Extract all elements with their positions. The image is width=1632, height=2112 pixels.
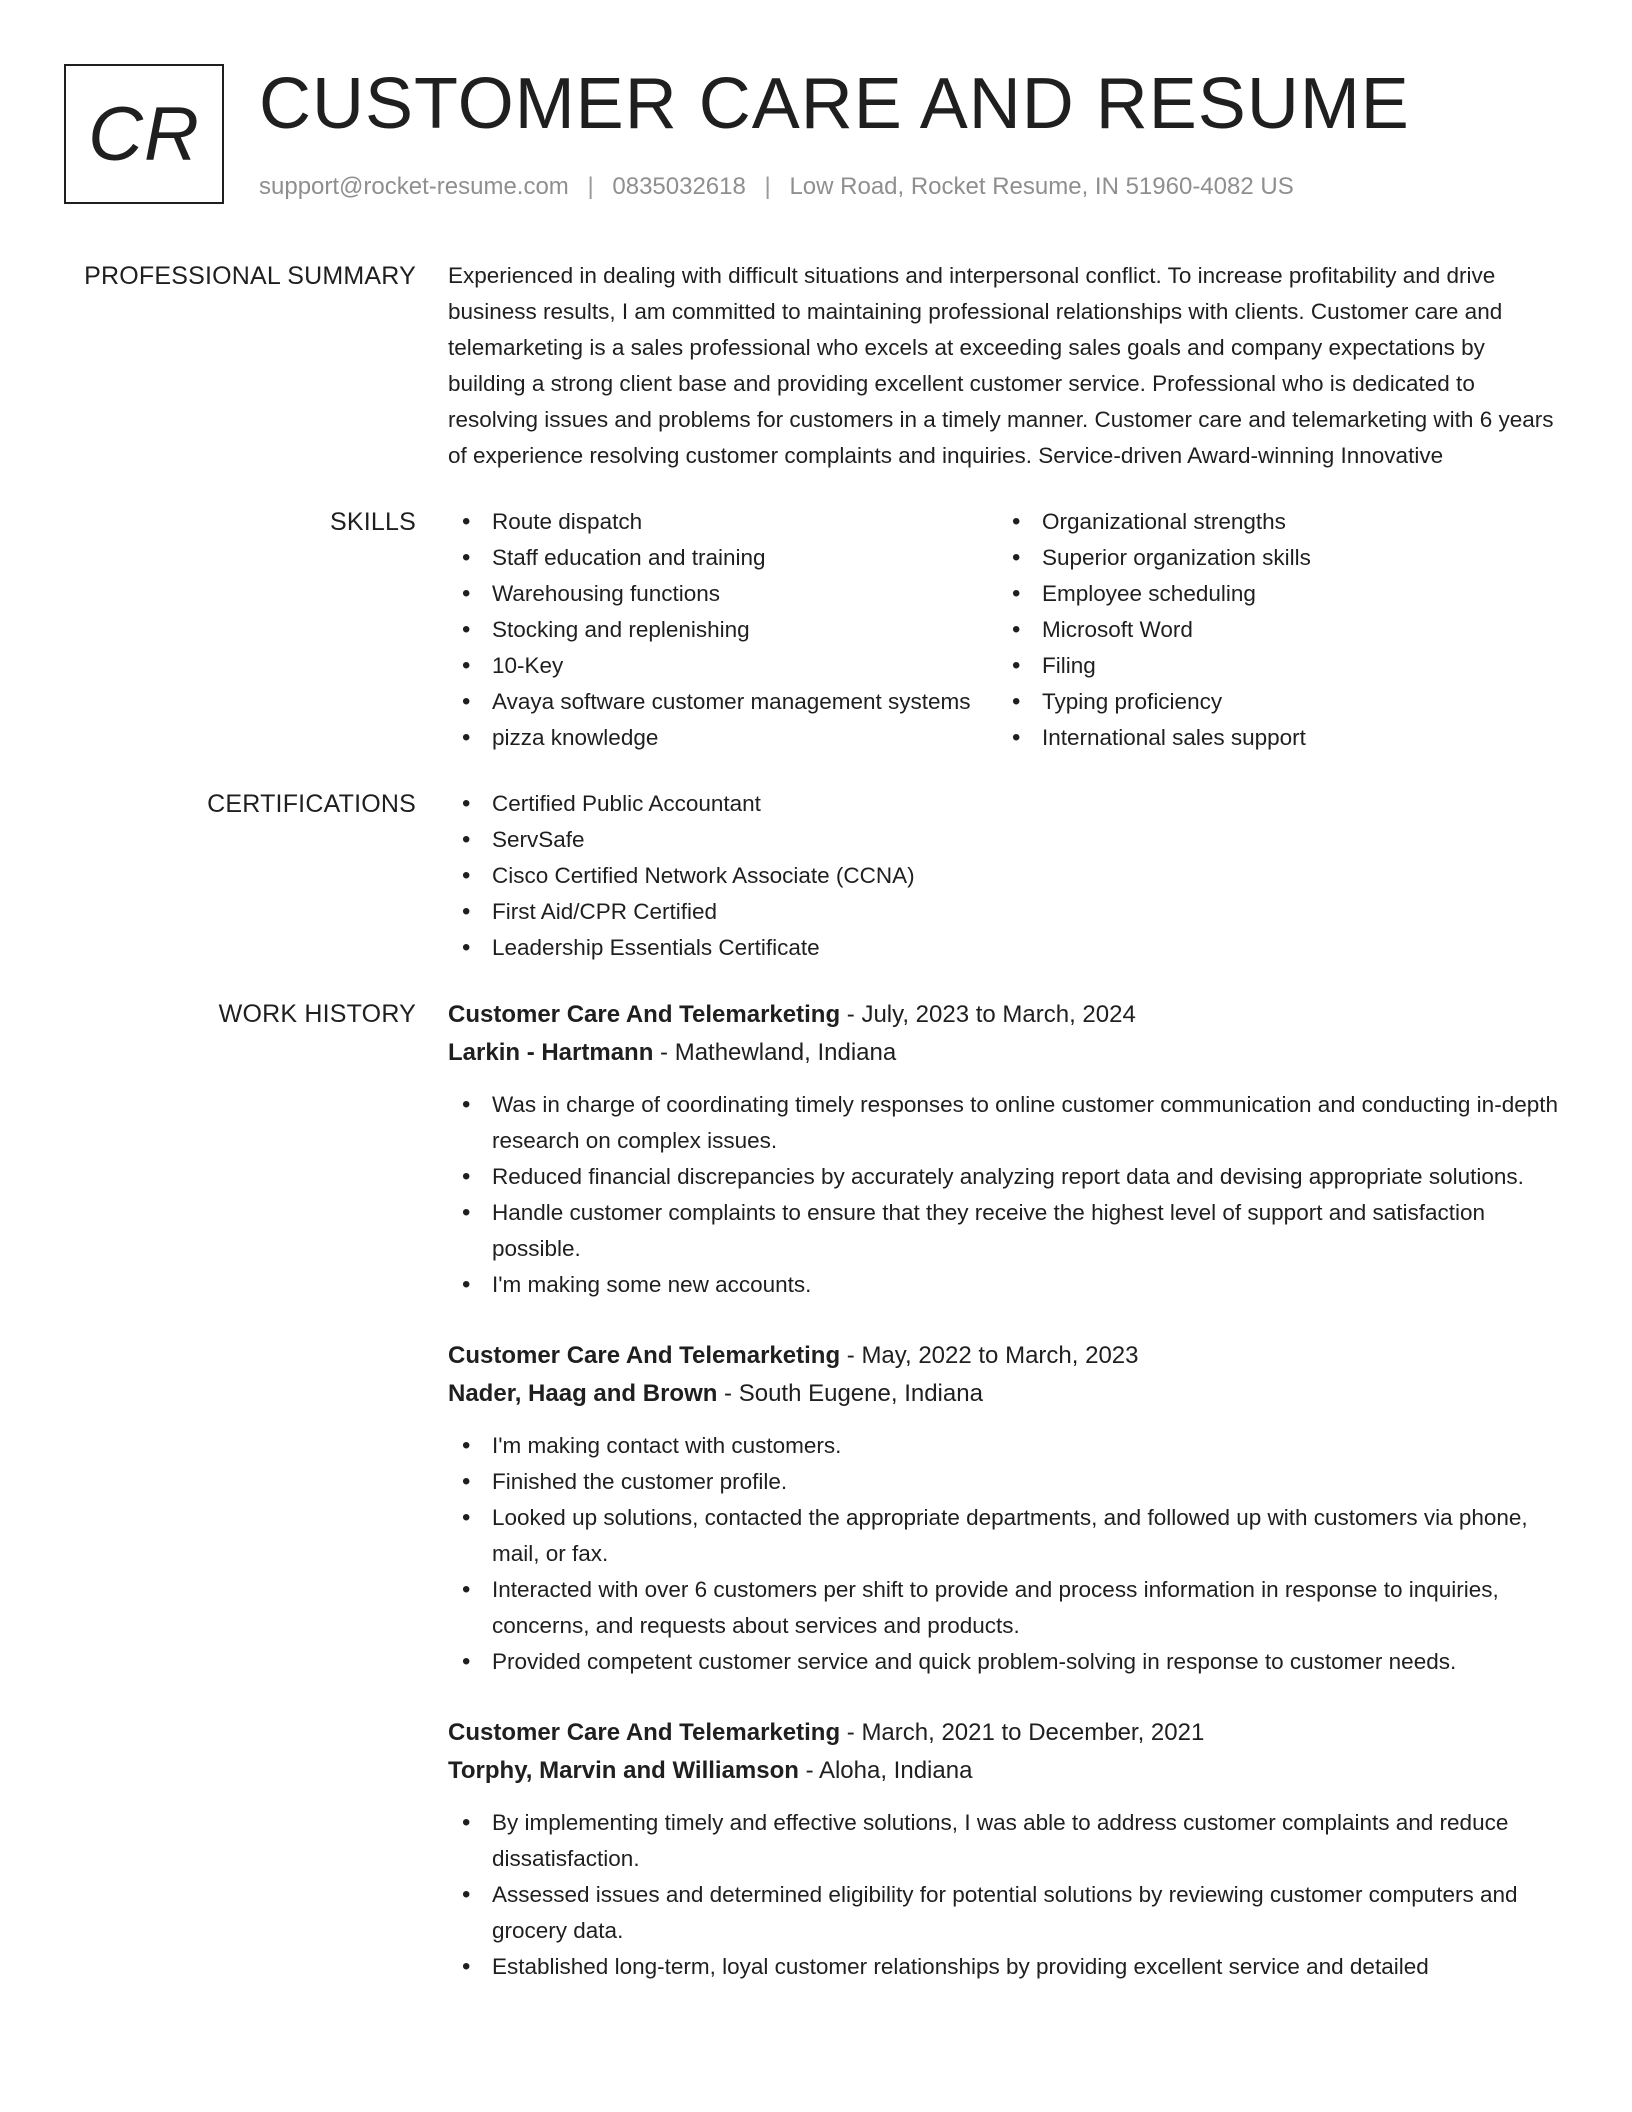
certification-item: • ServSafe	[448, 822, 1560, 858]
skill-item: • Avaya software customer management systems	[448, 684, 998, 720]
job-bullets	[448, 1805, 1560, 1985]
certifications-body	[448, 786, 1560, 966]
job-title-line: Customer Care And Telemarketing - March, 2021 to December, 2021	[448, 1719, 1205, 1746]
monogram-box	[64, 64, 224, 204]
job-company-line: Torphy, Marvin and Williamson - Aloha, Indiana	[448, 1757, 973, 1784]
job-company: Torphy, Marvin and Williamson	[448, 1757, 799, 1784]
job-bullet: • By implementing timely and effective solutions, I was able to address customer complaints and reduce dissatisfaction.	[448, 1805, 1560, 1877]
monogram-initials: CR	[88, 91, 200, 177]
skills-section	[64, 504, 1564, 756]
job-role: Customer Care And Telemarketing	[448, 1719, 841, 1746]
work-history-body	[448, 996, 1560, 1985]
job-bullet: • Established long-term, loyal customer relationships by providing excellent service and detailed	[448, 1949, 1560, 1985]
resume-name: CUSTOMER CARE AND RESUME	[259, 64, 1410, 144]
job-bullet: • Assessed issues and determined eligibility for potential solutions by reviewing customer computers and grocery data.	[448, 1877, 1560, 1949]
resume-header	[64, 64, 1568, 214]
job-bullet: • Looked up solutions, contacted the appropriate departments, and followed up with customers via phone, mail, or fax.	[448, 1500, 1560, 1572]
job-entry	[448, 1714, 1560, 1985]
skill-item: • Microsoft Word	[998, 612, 1548, 648]
resume-body	[64, 258, 1564, 1985]
job-company-line: Larkin - Hartmann - Mathewland, Indiana	[448, 1039, 897, 1066]
job-bullet: • I'm making contact with customers.	[448, 1428, 1560, 1464]
certification-item: • First Aid/CPR Certified	[448, 894, 1560, 930]
job-entry	[448, 1337, 1560, 1680]
contact-line	[259, 172, 1294, 202]
job-bullet: • Provided competent customer service and quick problem-solving in response to customer needs.	[448, 1644, 1560, 1680]
skill-item: • Warehousing functions	[448, 576, 998, 612]
skill-item: • pizza knowledge	[448, 720, 998, 756]
certification-item: • Leadership Essentials Certificate	[448, 930, 1560, 966]
job-bullet: • Reduced financial discrepancies by accurately analyzing report data and devising appropriate solutions.	[448, 1159, 1560, 1195]
skill-item: • Organizational strengths	[998, 504, 1548, 540]
summary-section	[64, 258, 1564, 474]
summary-text: Experienced in dealing with difficult situations and interpersonal conflict. To increase profitability and drive business results, I am committed to maintaining professional relationships with clients. Customer care and telemarketing is a sales professional who excels at exceeding sales goals and company expectations by building a strong client base and providing excellent customer service. Professional who is dedicated to resolving issues and problems for customers in a timely manner. Customer care and telemarketing with 6 years of experience resolving customer complaints and inquiries. Service-driven Award-winning Innovative	[448, 263, 1554, 468]
contact-address: Low Road, Rocket Resume, IN 51960-4082 US	[789, 173, 1294, 200]
skill-item: • Filing	[998, 648, 1548, 684]
skill-item: • International sales support	[998, 720, 1548, 756]
skills-list-right	[998, 504, 1548, 756]
job-dates: March, 2021 to December, 2021	[861, 1719, 1205, 1746]
contact-phone[interactable]: 0835032618	[612, 173, 746, 200]
job-role: Customer Care And Telemarketing	[448, 1001, 841, 1028]
job-company: Nader, Haag and Brown	[448, 1380, 718, 1407]
skill-item: • Staff education and training	[448, 540, 998, 576]
job-company: Larkin - Hartmann	[448, 1039, 654, 1066]
work-history-section	[64, 996, 1564, 1985]
section-title-certifications: CERTIFICATIONS	[207, 790, 416, 818]
job-bullets	[448, 1087, 1560, 1303]
certifications-section	[64, 786, 1564, 966]
job-location: Aloha, Indiana	[818, 1757, 973, 1784]
section-title-skills: SKILLS	[330, 508, 416, 536]
skill-item: • Superior organization skills	[998, 540, 1548, 576]
certification-item: • Certified Public Accountant	[448, 786, 1560, 822]
contact-separator: |	[764, 173, 771, 200]
section-title-work-history: WORK HISTORY	[218, 1000, 416, 1028]
skills-list-left	[448, 504, 998, 756]
job-entry	[448, 996, 1560, 1303]
job-bullet: • Interacted with over 6 customers per shift to provide and process information in response to inquiries, concerns, and requests about services and products.	[448, 1572, 1560, 1644]
skills-columns	[448, 504, 1560, 756]
job-bullet: • Handle customer complaints to ensure that they receive the highest level of support and satisfaction possible.	[448, 1195, 1560, 1267]
skill-item: • Employee scheduling	[998, 576, 1548, 612]
skill-item: • Route dispatch	[448, 504, 998, 540]
skill-item: • Typing proficiency	[998, 684, 1548, 720]
job-bullets	[448, 1428, 1560, 1680]
job-bullet: • Finished the customer profile.	[448, 1464, 1560, 1500]
skill-item: • 10-Key	[448, 648, 998, 684]
certification-item: • Cisco Certified Network Associate (CCNA)	[448, 858, 1560, 894]
contact-email[interactable]: support@rocket-resume.com	[259, 173, 569, 200]
certifications-list	[448, 786, 1560, 966]
job-role: Customer Care And Telemarketing	[448, 1342, 841, 1369]
job-bullet: • I'm making some new accounts.	[448, 1267, 1560, 1303]
job-company-line: Nader, Haag and Brown - South Eugene, Indiana	[448, 1380, 983, 1407]
job-title-line: Customer Care And Telemarketing - May, 2022 to March, 2023	[448, 1342, 1139, 1369]
job-location: Mathewland, Indiana	[674, 1039, 897, 1066]
skill-item: • Stocking and replenishing	[448, 612, 998, 648]
contact-separator: |	[587, 173, 594, 200]
section-title-summary: PROFESSIONAL SUMMARY	[84, 262, 416, 290]
job-location: South Eugene, Indiana	[738, 1380, 983, 1407]
job-bullet: • Was in charge of coordinating timely responses to online customer communication and conducting in-depth research on complex issues.	[448, 1087, 1560, 1159]
job-dates: May, 2022 to March, 2023	[861, 1342, 1139, 1369]
job-dates: July, 2023 to March, 2024	[861, 1001, 1136, 1028]
job-title-line: Customer Care And Telemarketing - July, 2023 to March, 2024	[448, 1001, 1136, 1028]
